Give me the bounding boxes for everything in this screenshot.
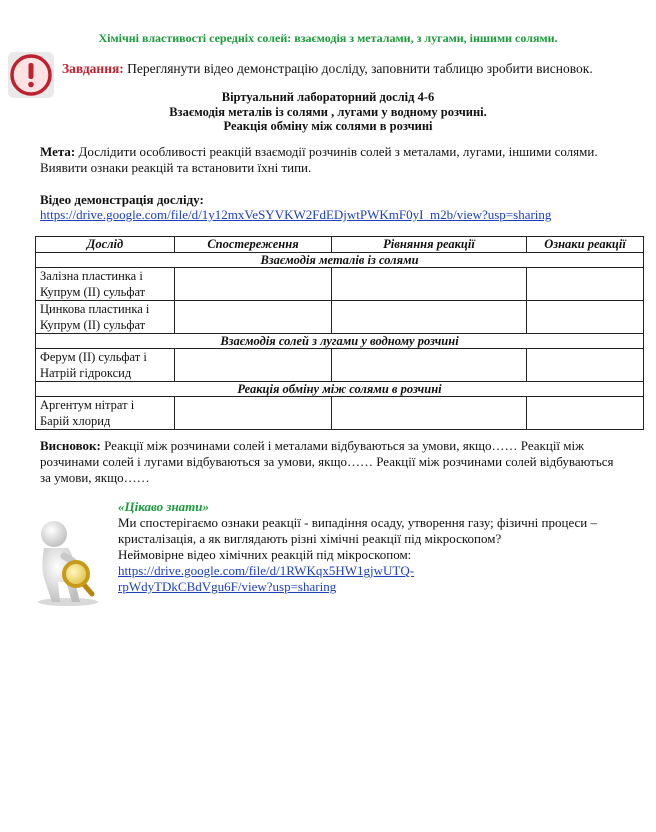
col-header-experiment: Дослід	[36, 237, 175, 253]
section-row	[36, 253, 644, 268]
figure-with-magnifier-icon	[24, 518, 114, 608]
equation-cell[interactable]	[332, 301, 527, 334]
lab-heading-line2: Взаємодія металів із солями , лугами у водному розчині.	[169, 104, 487, 119]
video-link[interactable]: https://drive.google.com/file/d/1y12mxVeSYVKW2FdEDjwtPWKmF0yI_m2b/view?usp=sharing	[40, 207, 552, 222]
signs-cell[interactable]	[527, 268, 644, 301]
experiment-line: Ферум (ІІ) сульфат і	[40, 350, 147, 364]
microscope-video-link[interactable]: https://drive.google.com/file/d/1RWKqx5HW1gjwUTQ-	[118, 563, 415, 578]
experiment-line: Барій хлорид	[40, 414, 111, 428]
task-instruction	[62, 61, 593, 77]
curious-heading: «Цікаво знати»	[118, 499, 210, 514]
experiment-cell	[36, 268, 175, 301]
page-title: Хімічні властивості середніх солей: взаємодія з металами, з лугами, іншими солями.	[98, 31, 558, 45]
lab-heading-line3: Реакція обміну між солями в розчині	[223, 119, 433, 133]
equation-cell[interactable]	[332, 349, 527, 382]
task-text: Переглянути відео демонстрацію досліду, заповнити таблицю зробити висновок.	[123, 61, 593, 76]
observation-cell[interactable]	[175, 301, 332, 334]
signs-cell[interactable]	[527, 301, 644, 334]
experiment-line: Аргентум нітрат і	[40, 398, 135, 412]
curious-text: Ми спостерігаємо ознаки реакції - випадіння осаду, утворення газу; фізичні процеси – кристалізація, а як виглядають різні хімічні реакції під мікроскопом?	[118, 515, 598, 546]
conclusion-text: Реакції між розчинами солей і металами відбуваються за умови, якщо…… Реакції між розчинами солей і лугами відбуваються за умови, якщо…… Реакції між розчинами солей відбуваються за умови, якщо……	[40, 438, 614, 485]
experiment-cell	[36, 301, 175, 334]
goal-text: Дослідити особливості реакцій взаємодії розчинів солей з металами, лугами, іншими солями. Виявити ознаки реакцій та встановити їхні типи.	[40, 144, 598, 175]
equation-cell[interactable]	[332, 268, 527, 301]
section-salt-exchange: Реакція обміну між солями в розчині	[36, 382, 644, 397]
experiment-cell	[36, 349, 175, 382]
experiment-line: Купрум (ІІ) сульфат	[40, 285, 146, 299]
col-header-signs: Ознаки реакції	[527, 237, 644, 253]
experiment-line: Натрій гідроксид	[40, 366, 132, 380]
experiment-line: Залізна пластинка і	[40, 269, 143, 283]
task-label: Завдання:	[62, 61, 124, 76]
observation-cell[interactable]	[175, 397, 332, 430]
table-row	[36, 301, 644, 334]
table-row	[36, 397, 644, 430]
experiment-cell	[36, 397, 175, 430]
lab-heading-line1: Віртуальний лабораторний дослід 4-6	[221, 90, 435, 104]
lab-heading	[0, 90, 656, 134]
curious-box	[118, 499, 638, 595]
section-row	[36, 334, 644, 349]
experiment-line: Купрум (ІІ) сульфат	[40, 318, 146, 332]
microscope-video-link-cont[interactable]: rpWdyTDkCBdVgu6F/view?usp=sharing	[118, 579, 337, 594]
experiment-line: Цинкова пластинка і	[40, 302, 150, 316]
lab-table	[35, 236, 644, 430]
conclusion-label: Висновок:	[40, 438, 101, 453]
section-metals-salts: Взаємодія металів із солями	[36, 253, 644, 268]
observation-cell[interactable]	[175, 349, 332, 382]
table-header-row	[36, 237, 644, 253]
equation-cell[interactable]	[332, 397, 527, 430]
goal-paragraph	[40, 144, 620, 176]
col-header-observation: Спостереження	[175, 237, 332, 253]
signs-cell[interactable]	[527, 397, 644, 430]
col-header-equation: Рівняння реакції	[332, 237, 527, 253]
observation-cell[interactable]	[175, 268, 332, 301]
conclusion-paragraph	[40, 438, 620, 486]
curious-text-video: Неймовірне відео хімічних реакцій під мікроскопом:	[118, 547, 412, 562]
table-row	[36, 349, 644, 382]
goal-label: Мета:	[40, 144, 76, 159]
signs-cell[interactable]	[527, 349, 644, 382]
section-salts-alkalis: Взаємодія солей з лугами у водному розчині	[36, 334, 644, 349]
table-row	[36, 268, 644, 301]
video-label: Відео демонстрація досліду:	[40, 192, 204, 207]
section-row	[36, 382, 644, 397]
